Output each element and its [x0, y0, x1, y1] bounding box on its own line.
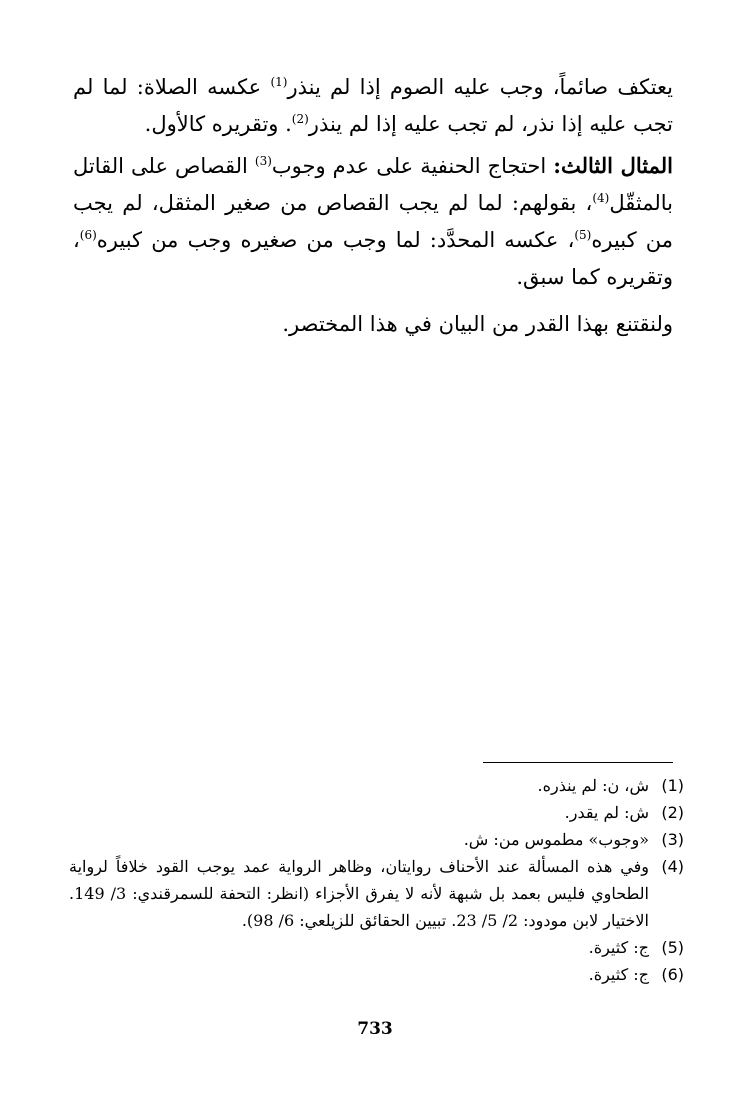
footnote-6: [69, 961, 684, 988]
text-span: القصاص على القاتل بالمثقّل: [73, 154, 673, 215]
footnote-text: وفي هذه المسألة عند الأحناف روايتان، وظاهر الرواية عمد يوجب القود خلافاً لرواية الطحاوي فليس بعمد بل شبهة لأنه لا يفرق الأجزاء (انظر: التحفة للسمرقندي: 3/ 149. الاختيار لابن مودود: 2/ 5/ 23. تبيين الحقائق للزيلعي: 6/ 98).: [69, 857, 650, 930]
footnote-5: [69, 934, 684, 961]
footnote-text: ج: كثيرة.: [588, 965, 649, 984]
footnote-number: (3): [661, 830, 684, 849]
text-span: ، بقولهم: لما لم يجب القصاص من صغير المثقل، لم يجب من كبيره: [73, 191, 673, 252]
footnote-number: (6): [661, 965, 684, 984]
footnote-text: ش: لم يقدر.: [564, 803, 649, 822]
text-span: ، عكسه المحدَّد: لما وجب من صغيره وجب من كبيره: [96, 228, 575, 252]
example-heading: المثال الثالث:: [553, 153, 673, 178]
text-span: يعتكف صائماً، وجب عليه الصوم إذا لم ينذر: [287, 75, 674, 99]
footnote-1: [69, 772, 684, 799]
text-span: ، وتقريره كما سبق.: [73, 228, 673, 289]
footnotes: [69, 772, 684, 988]
footnote-ref-5[interactable]: (5): [574, 228, 592, 242]
text-span: . وتقريره كالأول.: [144, 112, 292, 136]
footnote-number: (1): [661, 776, 684, 795]
footnote-2: [69, 799, 684, 826]
footnote-ref-4[interactable]: (4): [592, 191, 610, 205]
paragraph-2: [73, 147, 673, 296]
footnote-number: (2): [661, 803, 684, 822]
footnote-text: ج: كثيرة.: [588, 938, 649, 957]
footnote-separator: [483, 762, 673, 763]
footnote-ref-6[interactable]: (6): [79, 228, 97, 242]
footnote-text: ش، ن: لم ينذره.: [537, 776, 649, 795]
footnote-ref-2[interactable]: (2): [291, 112, 309, 126]
paragraph-3: [73, 306, 673, 343]
text-span: احتجاج الحنفية على عدم وجوب: [271, 154, 554, 178]
paragraph-1: [73, 69, 673, 143]
footnote-ref-1[interactable]: (1): [270, 75, 288, 89]
footnote-3: [69, 826, 684, 853]
footnote-ref-3[interactable]: (3): [254, 154, 272, 168]
footnote-text: «وجوب» مطموس من: ش.: [463, 830, 649, 849]
footnote-4: [69, 853, 684, 934]
footnote-number: (4): [661, 857, 684, 876]
closing-sentence: ولنقتنع بهذا القدر من البيان في هذا المختصر.: [282, 312, 673, 336]
page-number: 733: [357, 1019, 393, 1039]
text-span: عكسه الصلاة: لما لم تجب عليه إذا نذر، لم تجب عليه إذا لم ينذر: [73, 75, 673, 136]
footnote-number: (5): [661, 938, 684, 957]
